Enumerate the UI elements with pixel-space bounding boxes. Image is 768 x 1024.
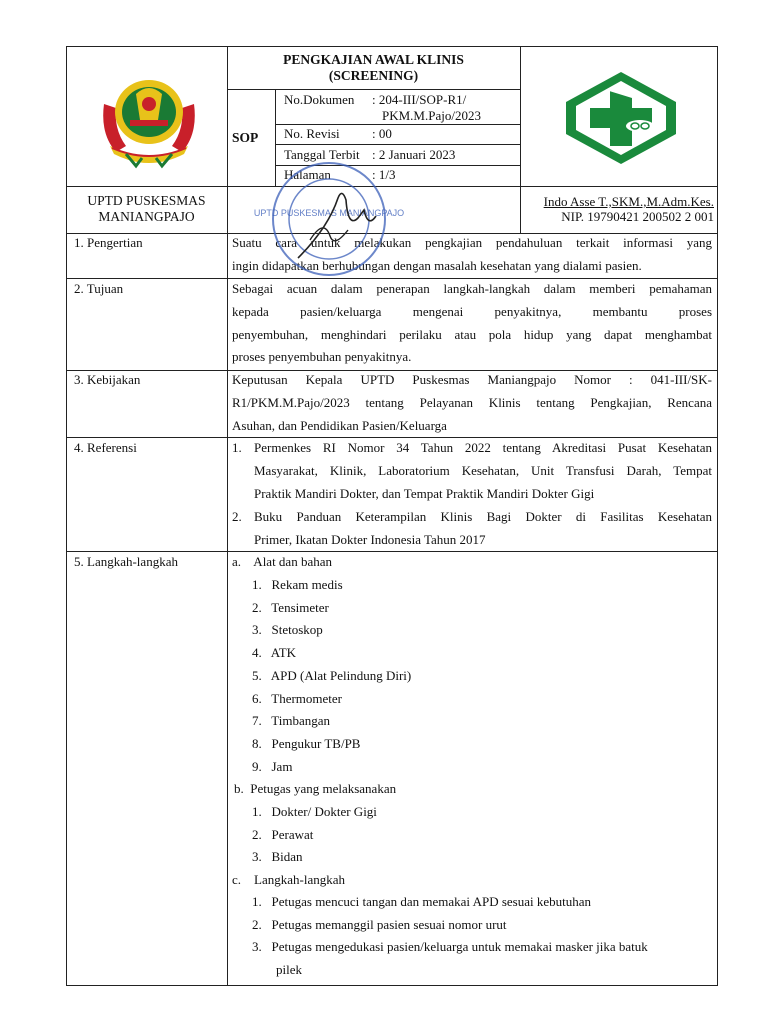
row-divider bbox=[66, 278, 718, 279]
signer-name: Indo Asse T.,SKM.,M.Adm.Kes. bbox=[543, 194, 714, 209]
meta-divider bbox=[275, 124, 520, 125]
no-dokumen-value-cont: PKM.M.Pajo/2023 bbox=[382, 108, 481, 123]
tanggal-terbit-value: : 2 Januari 2023 bbox=[372, 147, 456, 162]
sop-label: SOP bbox=[232, 130, 259, 145]
no-dokumen-value: : 204-III/SOP-R1/ bbox=[372, 92, 467, 107]
referensi-item-number: 1. bbox=[232, 440, 242, 455]
tanggal-terbit-label: Tanggal Terbit bbox=[284, 147, 360, 162]
langkah-item: 1. Petugas mencuci tangan dan memakai APD sesuai kebutuhan bbox=[252, 894, 592, 909]
meta-divider bbox=[275, 144, 520, 145]
referensi-item-number: 2. bbox=[232, 509, 242, 524]
no-dokumen-label: No.Dokumen bbox=[284, 92, 355, 107]
alat-bahan-item: 4. ATK bbox=[252, 645, 297, 661]
header-bottom-line bbox=[66, 186, 718, 187]
section-label-kebijakan: 3. Kebijakan bbox=[74, 372, 141, 387]
alat-bahan-item: 9. Jam bbox=[252, 758, 293, 774]
petugas-item: 1. Dokter/ Dokter Gigi bbox=[252, 804, 377, 819]
signer-nip: NIP. 19790421 200502 2 001 bbox=[561, 209, 714, 224]
alat-bahan-item: 2. Tensimeter bbox=[252, 599, 329, 615]
section-label-langkah: 5. Langkah-langkah bbox=[74, 554, 178, 569]
halaman-label: Halaman bbox=[284, 167, 331, 182]
halaman-value: : 1/3 bbox=[372, 167, 396, 182]
alat-bahan-item: 7. Timbangan bbox=[252, 713, 331, 729]
alat-bahan-item: 6. Thermometer bbox=[252, 690, 343, 706]
column-divider bbox=[227, 46, 228, 986]
subsection-c-heading: c. Langkah-langkah bbox=[232, 872, 345, 887]
org-name-line2: MANIANGPAJO bbox=[98, 209, 195, 224]
kebijakan-line: R1/PKM.M.Pajo/2023 tentang Pelayanan Klinis tentang Pengkajian, Rencana bbox=[232, 395, 712, 410]
document-title-line1: PENGKAJIAN AWAL KLINIS bbox=[283, 52, 464, 67]
row-divider bbox=[66, 370, 718, 371]
regency-emblem-logo bbox=[96, 74, 202, 170]
header-right-divider bbox=[520, 46, 521, 233]
document-title-line2: (SCREENING) bbox=[328, 68, 419, 83]
petugas-item: 3. Bidan bbox=[252, 849, 303, 865]
section-label-referensi: 4. Referensi bbox=[74, 440, 137, 455]
row-divider bbox=[66, 233, 718, 234]
tujuan-line: penyembuhan, menghindari perilaku atau pola hidup yang dapat menghambat bbox=[232, 327, 712, 342]
no-revisi-value: : 00 bbox=[372, 126, 392, 141]
petugas-item: 2. Perawat bbox=[252, 826, 314, 842]
referensi-item-line: Buku Panduan Keterampilan Klinis Bagi Dokter di Fasilitas Kesehatan bbox=[254, 509, 712, 524]
kebijakan-line: Asuhan, dan Pendidikan Pasien/Keluarga bbox=[232, 418, 447, 433]
meta-divider bbox=[275, 165, 520, 166]
no-revisi-label: No. Revisi bbox=[284, 126, 340, 141]
langkah-item: 2. Petugas memanggil pasien sesuai nomor urut bbox=[252, 916, 507, 932]
section-label-tujuan: 2. Tujuan bbox=[74, 281, 124, 296]
title-divider bbox=[227, 89, 520, 90]
org-name-line1: UPTD PUSKESMAS bbox=[87, 193, 206, 208]
pengertian-line: ingin didapatkan berhubungan dengan masalah kesehatan yang dialami pasien. bbox=[232, 258, 642, 273]
stamp-text: UPTD PUSKESMAS MANIANGPAJO bbox=[253, 208, 405, 218]
section-label-pengertian: 1. Pengertian bbox=[74, 235, 143, 250]
tujuan-line: Sebagai acuan dalam penerapan langkah-langkah dalam memberi pemahaman bbox=[232, 281, 712, 296]
alat-bahan-item: 5. APD (Alat Pelindung Diri) bbox=[252, 667, 412, 683]
subsection-a-heading: a. Alat dan bahan bbox=[232, 554, 332, 569]
sop-divider bbox=[275, 89, 276, 186]
row-divider bbox=[66, 551, 718, 552]
referensi-item-line: Permenkes RI Nomor 34 Tahun 2022 tentang Akreditasi Pusat Kesehatan bbox=[254, 440, 712, 455]
referensi-item-line: Praktik Mandiri Dokter, dan Tempat Praktik Mandiri Dokter Gigi bbox=[254, 486, 595, 501]
alat-bahan-item: 1. Rekam medis bbox=[252, 577, 343, 592]
kebijakan-line: Keputusan Kepala UPTD Puskesmas Maniangpajo Nomor : 041-III/SK- bbox=[232, 372, 712, 387]
langkah-item: 3. Petugas mengedukasi pasien/keluarga untuk memakai masker jika batuk bbox=[252, 939, 648, 955]
tujuan-line: proses penyembuhan penyakitnya. bbox=[232, 349, 412, 364]
referensi-item-line: Masyarakat, Klinik, Laboratorium Kesehatan, Unit Transfusi Darah, Tempat bbox=[254, 463, 712, 478]
puskesmas-logo bbox=[560, 68, 682, 168]
alat-bahan-item: 8. Pengukur TB/PB bbox=[252, 735, 361, 751]
subsection-b-heading: b. Petugas yang melaksanakan bbox=[234, 781, 397, 796]
alat-bahan-item: 3. Stetoskop bbox=[252, 622, 323, 638]
langkah-item-continuation: pilek bbox=[276, 962, 302, 977]
referensi-item-line: Primer, Ikatan Dokter Indonesia Tahun 2017 bbox=[254, 532, 486, 547]
tujuan-line: kepada pasien/keluarga mengenai penyakitnya, membantu proses bbox=[232, 304, 712, 319]
pengertian-line: Suatu cara untuk melakukan pengkajian pendahuluan terkait informasi yang bbox=[232, 235, 712, 250]
row-divider bbox=[66, 437, 718, 438]
